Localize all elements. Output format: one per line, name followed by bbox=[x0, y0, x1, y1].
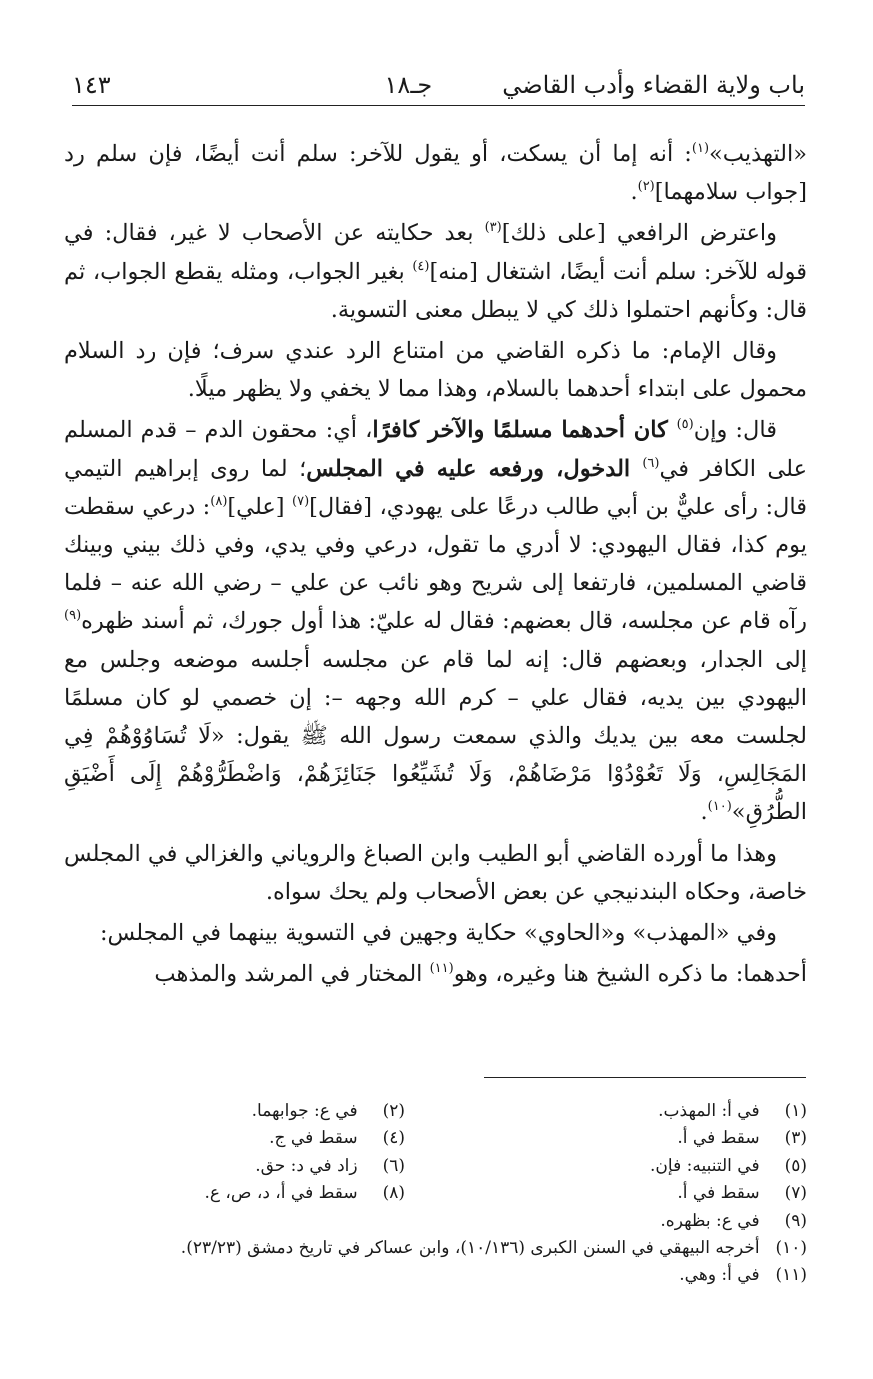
footnote-4 bbox=[70, 1125, 405, 1152]
paragraph-5: وهذا ما أورده القاضي أبو الطيب وابن الصباغ والروياني والغزالي في المجلس خاصة، وحكاه البندنيجي عن بعض الأصحاب ولم يحك سواه. bbox=[64, 840, 807, 905]
footnote-grid bbox=[70, 1098, 807, 1208]
matn-bold-text: الدخول، ورفعه عليه في المجلس bbox=[306, 455, 643, 482]
footnote-divider bbox=[484, 1077, 806, 1078]
footnote-text: في أ: وهي. bbox=[679, 1265, 760, 1286]
text-run: المختار في المرشد والمذهب bbox=[154, 961, 430, 988]
text-run: : أنه إما أن يسكت، أو يقول للآخر: سلم أنت أيضًا، فإن سلم رد [جواب سلامهما] bbox=[64, 141, 807, 206]
footnote-9 bbox=[70, 1208, 807, 1235]
page-number: ١٤٣ bbox=[72, 71, 111, 99]
footnote-text: سقط في ج. bbox=[269, 1128, 358, 1149]
footnote-1 bbox=[405, 1098, 807, 1125]
footnote-ref-3[interactable]: (٣) bbox=[484, 220, 502, 236]
footnote-ref-9[interactable]: (٩) bbox=[64, 608, 82, 624]
footnote-ref-2[interactable]: (٢) bbox=[637, 179, 655, 195]
footnote-number: (١٠) bbox=[775, 1238, 807, 1259]
footnote-5 bbox=[405, 1153, 807, 1180]
text-run: أحدهما: ما ذكره الشيخ هنا وغيره، وهو bbox=[453, 961, 807, 988]
footnote-text: زاد في د: حق. bbox=[255, 1155, 358, 1176]
text-run: واعترض الرافعي [على ذلك] bbox=[501, 220, 778, 247]
footnote-number: (١١) bbox=[775, 1265, 807, 1286]
paragraph-1 bbox=[64, 135, 807, 211]
paragraph-6: وفي «المهذب» و«الحاوي» حكاية وجهين في التسوية بينهما في المجلس: bbox=[99, 920, 777, 947]
footnote-10 bbox=[70, 1235, 807, 1262]
main-text bbox=[64, 135, 807, 996]
footnote-number: (٨) bbox=[382, 1183, 405, 1204]
footnote-ref-7[interactable]: (٧) bbox=[292, 493, 310, 509]
footnote-ref-1[interactable]: (١) bbox=[691, 141, 710, 156]
text-run: بعد حكايته عن الأصحاب لا غير، فقال: في قوله للآخر: سلم أنت أيضًا، اشتغال [منه] bbox=[64, 220, 807, 285]
footnote-ref-5[interactable]: (٥) bbox=[676, 417, 694, 433]
text-run: بغير الجواب، ومثله يقطع الجواب، ثم قال: وكأنهم احتملوا ذلك كي لا يبطل معنى التسوية. bbox=[64, 258, 807, 323]
paragraph-4 bbox=[64, 411, 807, 831]
footnote-number: (١) bbox=[784, 1101, 807, 1121]
text-run: : درعي سقطت يوم كذا، فقال اليهودي: لا أدري ما تقول، درعي وفي يدي، وفي ذلك بيني وبينك قاضي المسلمين، فارتفعا إلى شريح وهو نائب عن علي – رضي الله عنه – فلما رآه قام عن مجلسه، قال بعضهم: فقال له عليّ: هذا أول جورك، ثم أسند ظهره bbox=[64, 493, 807, 635]
footnote-text: سقط في أ، د، ص، ع. bbox=[204, 1183, 358, 1204]
footnote-8 bbox=[70, 1180, 405, 1207]
footnote-text: في ع: جوابهما. bbox=[251, 1101, 358, 1121]
footnote-number: (٩) bbox=[784, 1210, 807, 1231]
footnote-ref-8[interactable]: (٨) bbox=[210, 493, 228, 509]
footnotes bbox=[70, 1098, 807, 1290]
running-header bbox=[72, 66, 805, 106]
footnote-ref-4[interactable]: (٤) bbox=[412, 258, 430, 274]
footnote-text: سقط في أ. bbox=[677, 1128, 760, 1149]
footnote-7 bbox=[405, 1180, 807, 1207]
footnote-text: سقط في أ. bbox=[677, 1183, 760, 1204]
text-run: «التهذيب» bbox=[709, 141, 807, 167]
text-run: ، أي: محقون الدم – قدم المسلم على الكافر في bbox=[64, 417, 808, 482]
text-run: إلى الجدار، وبعضهم قال: إنه لما قام عن مجلسه أجلسه موضعه وجلس مع اليهودي بين يديه، فقال علي – كرم الله وجهه –: إن خصمي لو كان مسلمًا لجلست معه بين يديك والذي سمعت رسول الله ﷺ يقول: «لَا تُسَاوُوْهُمْ فِي المَجَالِسِ، وَلَا تَعُوْدُوْا مَرْضَاهُمْ، وَلَا تُشَيِّعُوا جَنَائِزَهُمْ، وَاضْطَرُّوْهُمْ إِلَى أَضْيَقِ الطُّرُقِ» bbox=[64, 646, 807, 826]
text-run: قال: وإن bbox=[693, 417, 777, 444]
footnote-number: (٦) bbox=[382, 1155, 405, 1176]
matn-bold-text: كان أحدهما مسلمًا والآخر كافرًا bbox=[372, 417, 677, 444]
paragraph-7 bbox=[64, 955, 807, 993]
text-run: . bbox=[700, 799, 708, 826]
paragraph-2 bbox=[64, 214, 807, 329]
volume-number: جـ١٨ bbox=[384, 71, 433, 99]
chapter-title: باب ولاية القضاء وأدب القاضي bbox=[502, 71, 805, 99]
footnote-text: في ع: بظهره. bbox=[660, 1210, 760, 1231]
footnote-11 bbox=[70, 1262, 807, 1289]
footnote-number: (٣) bbox=[784, 1128, 807, 1149]
header-title-group bbox=[385, 71, 805, 99]
footnote-ref-10[interactable]: (١٠) bbox=[707, 799, 732, 815]
text-run: . bbox=[630, 179, 638, 206]
text-run: ؛ لما روى إبراهيم التيمي قال: رأى عليٌّ بن أبي طالب درعًا على يهودي، [فقال] bbox=[64, 455, 807, 520]
footnote-3 bbox=[405, 1125, 807, 1152]
footnote-number: (٧) bbox=[784, 1183, 807, 1204]
footnote-text: في التنبيه: فإن. bbox=[650, 1155, 760, 1176]
footnote-text: في أ: المهذب. bbox=[658, 1101, 760, 1121]
footnote-number: (٢) bbox=[382, 1101, 405, 1121]
footnote-ref-6[interactable]: (٦) bbox=[642, 455, 660, 471]
footnote-number: (٤) bbox=[382, 1128, 405, 1149]
paragraph-3: وقال الإمام: ما ذكره القاضي من امتناع الرد عندي سرف؛ فإن رد السلام محمول على ابتداء أحدهما بالسلام، وهذا مما لا يخفي ولا يظهر ميلًا. bbox=[64, 338, 807, 403]
text-run: [علي] bbox=[227, 493, 293, 520]
footnote-ref-11[interactable]: (١١) bbox=[429, 961, 454, 977]
footnote-number: (٥) bbox=[784, 1155, 807, 1176]
footnote-6 bbox=[70, 1153, 405, 1180]
footnote-text: أخرجه البيهقي في السنن الكبرى (١٠/١٣٦)، وابن عساكر في تاريخ دمشق (٢٣/٢٣). bbox=[180, 1238, 760, 1259]
footnote-2 bbox=[70, 1098, 405, 1125]
